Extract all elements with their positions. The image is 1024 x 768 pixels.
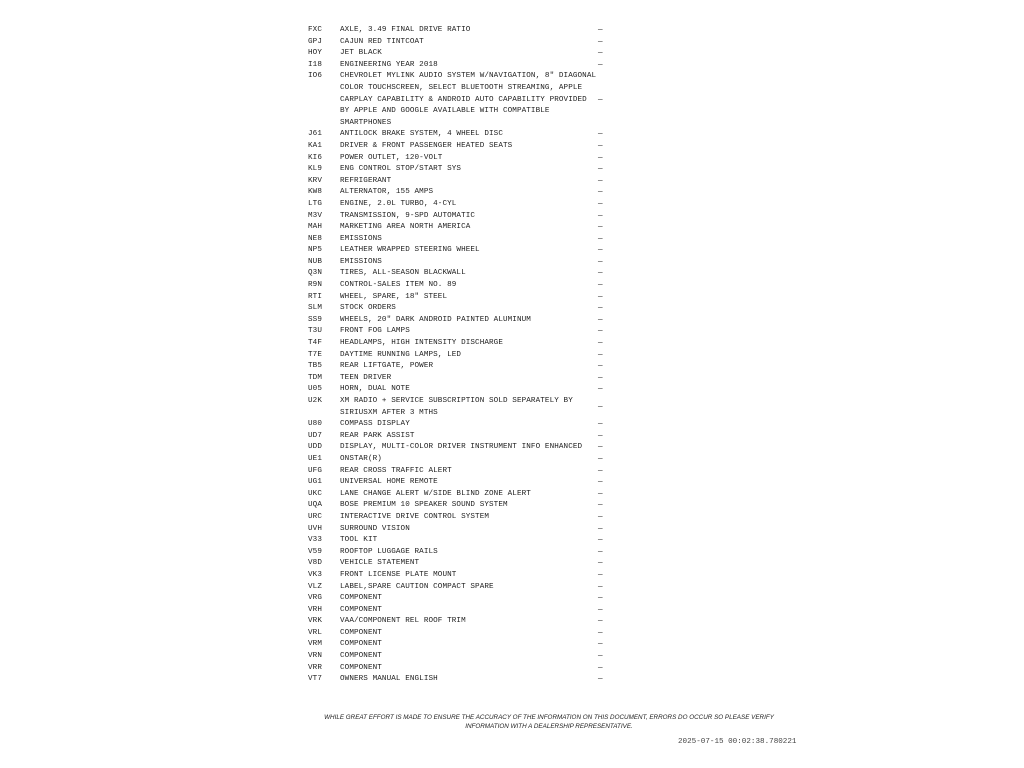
option-description bbox=[340, 373, 598, 385]
option-row bbox=[308, 350, 608, 362]
option-description-line: STOCK ORDERS bbox=[340, 304, 396, 313]
option-description-line: COLOR TOUCHSCREEN, SELECT BLUETOOTH STREAMING, APPLE bbox=[340, 83, 583, 92]
option-code: NUB bbox=[308, 257, 322, 266]
option-price: — bbox=[598, 60, 603, 69]
option-price: — bbox=[598, 431, 603, 440]
option-description bbox=[340, 442, 598, 454]
option-description bbox=[340, 222, 598, 234]
option-description bbox=[340, 628, 598, 640]
option-row bbox=[308, 211, 608, 223]
option-price: — bbox=[598, 234, 603, 243]
option-row bbox=[308, 187, 608, 199]
option-row bbox=[308, 628, 608, 640]
option-code: UD7 bbox=[308, 431, 322, 440]
option-description-line: REAR LIFTGATE, POWER bbox=[340, 362, 434, 371]
option-price: — bbox=[598, 501, 603, 510]
option-code: U05 bbox=[308, 385, 322, 394]
option-price: — bbox=[598, 640, 603, 649]
option-description-line: BY APPLE AND GOOGLE AVAILABLE WITH COMPATIBLE bbox=[340, 107, 550, 116]
option-description bbox=[340, 268, 598, 280]
option-description-line: MARKETING AREA NORTH AMERICA bbox=[340, 223, 471, 232]
option-price: — bbox=[598, 628, 603, 637]
option-description bbox=[340, 141, 598, 153]
option-price: — bbox=[598, 420, 603, 429]
option-row bbox=[308, 651, 608, 663]
option-code: V33 bbox=[308, 536, 322, 545]
option-code: TDM bbox=[308, 373, 322, 382]
option-description bbox=[340, 524, 598, 536]
option-row bbox=[308, 25, 608, 37]
option-code: UG1 bbox=[308, 478, 322, 487]
option-code: TB5 bbox=[308, 362, 322, 371]
option-description-line: COMPONENT bbox=[340, 605, 382, 614]
option-price: — bbox=[598, 350, 603, 359]
option-price: — bbox=[598, 454, 603, 463]
option-description-line: INTERACTIVE DRIVE CONTROL SYSTEM bbox=[340, 512, 490, 521]
option-description-line: COMPONENT bbox=[340, 640, 382, 649]
option-description bbox=[340, 71, 598, 129]
option-description-line: JET BLACK bbox=[340, 49, 382, 58]
option-code: KW8 bbox=[308, 188, 322, 197]
option-description bbox=[340, 37, 598, 49]
option-description bbox=[340, 326, 598, 338]
option-description bbox=[340, 25, 598, 37]
option-description-line: ENGINE, 2.0L TURBO, 4-CYL bbox=[340, 199, 457, 208]
option-code: I18 bbox=[308, 60, 322, 69]
option-description bbox=[340, 454, 598, 466]
option-price: — bbox=[598, 582, 603, 591]
option-row bbox=[308, 60, 608, 72]
option-price: — bbox=[598, 165, 603, 174]
option-description-line: LANE CHANGE ALERT W/SIDE BLIND ZONE ALERT bbox=[340, 489, 531, 498]
option-code: UDD bbox=[308, 443, 322, 452]
option-row bbox=[308, 616, 608, 628]
option-code: VK3 bbox=[308, 570, 322, 579]
option-code: HOY bbox=[308, 49, 322, 58]
option-description-line: ANTILOCK BRAKE SYSTEM, 4 WHEEL DISC bbox=[340, 130, 503, 139]
option-description bbox=[340, 280, 598, 292]
option-description-line: COMPONENT bbox=[340, 628, 382, 637]
option-description bbox=[340, 176, 598, 188]
option-description bbox=[340, 466, 598, 478]
option-description-line: ALTERNATOR, 155 AMPS bbox=[340, 188, 434, 197]
option-row bbox=[308, 674, 608, 686]
option-row bbox=[308, 558, 608, 570]
option-description-line: COMPONENT bbox=[340, 663, 382, 672]
option-row bbox=[308, 419, 608, 431]
option-price: — bbox=[598, 246, 603, 255]
option-description bbox=[340, 663, 598, 675]
option-code: VT7 bbox=[308, 675, 322, 684]
option-code: SS9 bbox=[308, 315, 322, 324]
option-price: — bbox=[598, 547, 603, 556]
option-description-line: SURROUND VISION bbox=[340, 524, 410, 533]
option-description-line: COMPASS DISPLAY bbox=[340, 420, 410, 429]
option-description bbox=[340, 199, 598, 211]
option-code: T7E bbox=[308, 350, 322, 359]
option-description-line: ENG CONTROL STOP/START SYS bbox=[340, 165, 462, 174]
option-description bbox=[340, 303, 598, 315]
option-description bbox=[340, 489, 598, 501]
option-code: RTI bbox=[308, 292, 322, 301]
option-description-line: TOOL KIT bbox=[340, 536, 378, 545]
option-description bbox=[340, 257, 598, 269]
option-row bbox=[308, 245, 608, 257]
option-description-line: LABEL,SPARE CAUTION COMPACT SPARE bbox=[340, 582, 494, 591]
option-price: — bbox=[598, 524, 603, 533]
option-description bbox=[340, 431, 598, 443]
option-code: KA1 bbox=[308, 141, 322, 150]
option-description-line: REFRIGERANT bbox=[340, 176, 392, 185]
option-code: IO6 bbox=[308, 72, 322, 81]
option-code: SLM bbox=[308, 304, 322, 313]
option-row bbox=[308, 37, 608, 49]
option-row bbox=[308, 639, 608, 651]
option-row bbox=[308, 500, 608, 512]
option-price: — bbox=[598, 141, 603, 150]
option-row bbox=[308, 234, 608, 246]
option-code: VRG bbox=[308, 594, 322, 603]
option-row bbox=[308, 280, 608, 292]
option-description-line: ONSTAR(R) bbox=[340, 454, 382, 463]
option-description-line: REAR PARK ASSIST bbox=[340, 431, 415, 440]
option-description-line: WHEEL, SPARE, 18" STEEL bbox=[340, 292, 448, 301]
option-price: — bbox=[598, 478, 603, 487]
option-row bbox=[308, 547, 608, 559]
option-description-line: FRONT LICENSE PLATE MOUNT bbox=[340, 570, 457, 579]
option-description bbox=[340, 616, 598, 628]
option-code: GPJ bbox=[308, 37, 322, 46]
option-description-line: CONTROL-SALES ITEM NO. 89 bbox=[340, 281, 457, 290]
option-description-line: COMPONENT bbox=[340, 652, 382, 661]
option-row bbox=[308, 384, 608, 396]
option-description bbox=[340, 153, 598, 165]
option-description bbox=[340, 500, 598, 512]
option-description-line: EMISSIONS bbox=[340, 257, 382, 266]
option-code: V59 bbox=[308, 547, 322, 556]
option-price: — bbox=[598, 443, 603, 452]
option-description bbox=[340, 164, 598, 176]
option-price: — bbox=[598, 292, 603, 301]
option-code: UQA bbox=[308, 501, 322, 510]
option-price: — bbox=[598, 652, 603, 661]
option-code: UKC bbox=[308, 489, 322, 498]
option-description-line: UNIVERSAL HOME REMOTE bbox=[340, 478, 438, 487]
option-price: — bbox=[598, 257, 603, 266]
option-code: KL9 bbox=[308, 165, 322, 174]
option-description bbox=[340, 593, 598, 605]
option-description bbox=[340, 651, 598, 663]
option-price: — bbox=[598, 385, 603, 394]
option-description-line: BOSE PREMIUM 10 SPEAKER SOUND SYSTEM bbox=[340, 501, 508, 510]
option-description-line: FRONT FOG LAMPS bbox=[340, 327, 410, 336]
option-row bbox=[308, 315, 608, 327]
option-description-line: WHEELS, 20" DARK ANDROID PAINTED ALUMINUM bbox=[340, 315, 531, 324]
option-description-line: HEADLAMPS, HIGH INTENSITY DISCHARGE bbox=[340, 339, 503, 348]
option-description-line: VAA/COMPONENT REL ROOF TRIM bbox=[340, 617, 466, 626]
option-code: KI6 bbox=[308, 153, 322, 162]
option-description bbox=[340, 477, 598, 489]
option-price: — bbox=[598, 402, 603, 411]
option-row bbox=[308, 373, 608, 385]
option-row bbox=[308, 663, 608, 675]
option-description-line: SIRIUSXM AFTER 3 MTHS bbox=[340, 408, 438, 417]
option-description-line: CHEVROLET MYLINK AUDIO SYSTEM W/NAVIGATION, 8" DIAGONAL bbox=[340, 72, 597, 81]
option-row bbox=[308, 164, 608, 176]
option-description-line: REAR CROSS TRAFFIC ALERT bbox=[340, 466, 452, 475]
option-code: NE8 bbox=[308, 234, 322, 243]
option-price: — bbox=[598, 223, 603, 232]
option-row bbox=[308, 48, 608, 60]
option-row bbox=[308, 396, 608, 419]
option-price: — bbox=[598, 536, 603, 545]
option-description-line: VEHICLE STATEMENT bbox=[340, 559, 420, 568]
option-row bbox=[308, 222, 608, 234]
option-description bbox=[340, 674, 598, 686]
option-price: — bbox=[598, 211, 603, 220]
disclaimer-text: WHILE GREAT EFFORT IS MADE TO ENSURE THE ACCURACY OF THE INFORMATION ON THIS DOCUMENT, ERRORS DO OCCUR SO PLEASE VERIFY INFORMATION WITH A DEALERSHIP REPRESENTATIVE. bbox=[324, 714, 774, 730]
option-description bbox=[340, 535, 598, 547]
option-code: VRM bbox=[308, 640, 322, 649]
option-price: — bbox=[598, 605, 603, 614]
option-price: — bbox=[598, 26, 603, 34]
option-code: NP5 bbox=[308, 246, 322, 255]
option-row bbox=[308, 431, 608, 443]
option-price: — bbox=[598, 315, 603, 324]
option-row bbox=[308, 466, 608, 478]
option-row bbox=[308, 257, 608, 269]
option-description-line: ENGINEERING YEAR 2018 bbox=[340, 60, 438, 69]
option-price: — bbox=[598, 327, 603, 336]
option-description bbox=[340, 187, 598, 199]
option-description-line: ROOFTOP LUGGAGE RAILS bbox=[340, 547, 438, 556]
option-price: — bbox=[598, 373, 603, 382]
option-code: UE1 bbox=[308, 454, 322, 463]
option-price: — bbox=[598, 304, 603, 313]
option-row bbox=[308, 535, 608, 547]
option-row bbox=[308, 477, 608, 489]
option-description bbox=[340, 338, 598, 350]
option-code: Q3N bbox=[308, 269, 322, 278]
option-description bbox=[340, 639, 598, 651]
option-row bbox=[308, 442, 608, 454]
option-description-line: SMARTPHONES bbox=[340, 118, 392, 127]
option-description bbox=[340, 419, 598, 431]
option-code: LTG bbox=[308, 199, 322, 208]
option-code: T4F bbox=[308, 339, 322, 348]
option-price: — bbox=[598, 199, 603, 208]
option-description-line: EMISSIONS bbox=[340, 234, 382, 243]
option-description bbox=[340, 60, 598, 72]
option-price: — bbox=[598, 95, 603, 104]
option-code: VRR bbox=[308, 663, 322, 672]
option-description-line: TRANSMISSION, 9-SPD AUTOMATIC bbox=[340, 211, 476, 220]
option-row bbox=[308, 524, 608, 536]
option-description bbox=[340, 582, 598, 594]
option-description bbox=[340, 48, 598, 60]
option-row bbox=[308, 582, 608, 594]
option-description bbox=[340, 547, 598, 559]
option-row bbox=[308, 129, 608, 141]
option-price: — bbox=[598, 269, 603, 278]
option-description bbox=[340, 234, 598, 246]
option-code: UVH bbox=[308, 524, 322, 533]
option-code: U80 bbox=[308, 420, 322, 429]
option-price: — bbox=[598, 37, 603, 46]
option-row bbox=[308, 326, 608, 338]
options-list bbox=[308, 25, 608, 686]
option-description bbox=[340, 570, 598, 582]
option-code: KRV bbox=[308, 176, 322, 185]
option-description-line: LEATHER WRAPPED STEERING WHEEL bbox=[340, 246, 480, 255]
option-row bbox=[308, 292, 608, 304]
option-description-line: POWER OUTLET, 120-VOLT bbox=[340, 153, 443, 162]
option-description bbox=[340, 350, 598, 362]
option-description bbox=[340, 558, 598, 570]
option-row bbox=[308, 141, 608, 153]
option-price: — bbox=[598, 362, 603, 371]
option-price: — bbox=[598, 130, 603, 139]
option-row bbox=[308, 176, 608, 188]
option-code: VRN bbox=[308, 652, 322, 661]
option-row bbox=[308, 454, 608, 466]
option-description bbox=[340, 315, 598, 327]
option-description-line: DAYTIME RUNNING LAMPS, LED bbox=[340, 350, 462, 359]
option-row bbox=[308, 199, 608, 211]
option-row bbox=[308, 268, 608, 280]
option-code: U2K bbox=[308, 397, 322, 405]
option-description bbox=[340, 292, 598, 304]
option-price: — bbox=[598, 49, 603, 58]
option-row bbox=[308, 489, 608, 501]
option-description-line: AXLE, 3.49 FINAL DRIVE RATIO bbox=[340, 26, 471, 34]
option-description-line: DISPLAY, MULTI-COLOR DRIVER INSTRUMENT INFO ENHANCED bbox=[340, 443, 583, 452]
option-price: — bbox=[598, 675, 603, 684]
option-row bbox=[308, 361, 608, 373]
option-row bbox=[308, 153, 608, 165]
option-code: FXC bbox=[308, 26, 322, 34]
option-code: VRK bbox=[308, 617, 322, 626]
option-price: — bbox=[598, 188, 603, 197]
option-price: — bbox=[598, 663, 603, 672]
option-row bbox=[308, 512, 608, 524]
option-description bbox=[340, 512, 598, 524]
option-price: — bbox=[598, 153, 603, 162]
option-code: V8D bbox=[308, 559, 322, 568]
option-row bbox=[308, 570, 608, 582]
generated-timestamp: 2025-07-15 00:02:38.780221 bbox=[678, 738, 797, 746]
option-description bbox=[340, 384, 598, 396]
option-code: MAH bbox=[308, 223, 322, 232]
option-row bbox=[308, 338, 608, 350]
option-description-line: HORN, DUAL NOTE bbox=[340, 385, 410, 394]
option-code: VLZ bbox=[308, 582, 322, 591]
option-price: — bbox=[598, 512, 603, 521]
option-description bbox=[340, 396, 598, 419]
option-description-line: CAJUN RED TINTCOAT bbox=[340, 37, 424, 46]
option-code: VRL bbox=[308, 628, 322, 637]
option-description-line: TIRES, ALL-SEASON BLACKWALL bbox=[340, 269, 466, 278]
option-description bbox=[340, 211, 598, 223]
option-price: — bbox=[598, 594, 603, 603]
option-price: — bbox=[598, 466, 603, 475]
option-code: R9N bbox=[308, 281, 322, 290]
option-code: VRH bbox=[308, 605, 322, 614]
option-description bbox=[340, 245, 598, 257]
option-description-line: CARPLAY CAPABILITY & ANDROID AUTO CAPABILITY PROVIDED bbox=[340, 95, 587, 104]
option-price: — bbox=[598, 339, 603, 348]
option-description-line: TEEN DRIVER bbox=[340, 373, 392, 382]
option-description-line: XM RADIO + SERVICE SUBSCRIPTION SOLD SEPARATELY BY bbox=[340, 397, 573, 405]
option-row bbox=[308, 593, 608, 605]
option-row bbox=[308, 605, 608, 617]
option-code: UFG bbox=[308, 466, 322, 475]
option-description bbox=[340, 361, 598, 373]
option-price: — bbox=[598, 617, 603, 626]
option-description-line: COMPONENT bbox=[340, 594, 382, 603]
option-price: — bbox=[598, 489, 603, 498]
option-code: J61 bbox=[308, 130, 322, 139]
option-description-line: DRIVER & FRONT PASSENGER HEATED SEATS bbox=[340, 141, 513, 150]
option-description-line: OWNERS MANUAL ENGLISH bbox=[340, 675, 438, 684]
option-code: M3V bbox=[308, 211, 322, 220]
option-row bbox=[308, 71, 608, 129]
option-code: URC bbox=[308, 512, 322, 521]
option-price: — bbox=[598, 559, 603, 568]
option-row bbox=[308, 303, 608, 315]
option-price: — bbox=[598, 176, 603, 185]
option-price: — bbox=[598, 281, 603, 290]
option-description bbox=[340, 129, 598, 141]
option-description bbox=[340, 605, 598, 617]
option-code: T3U bbox=[308, 327, 322, 336]
option-price: — bbox=[598, 570, 603, 579]
